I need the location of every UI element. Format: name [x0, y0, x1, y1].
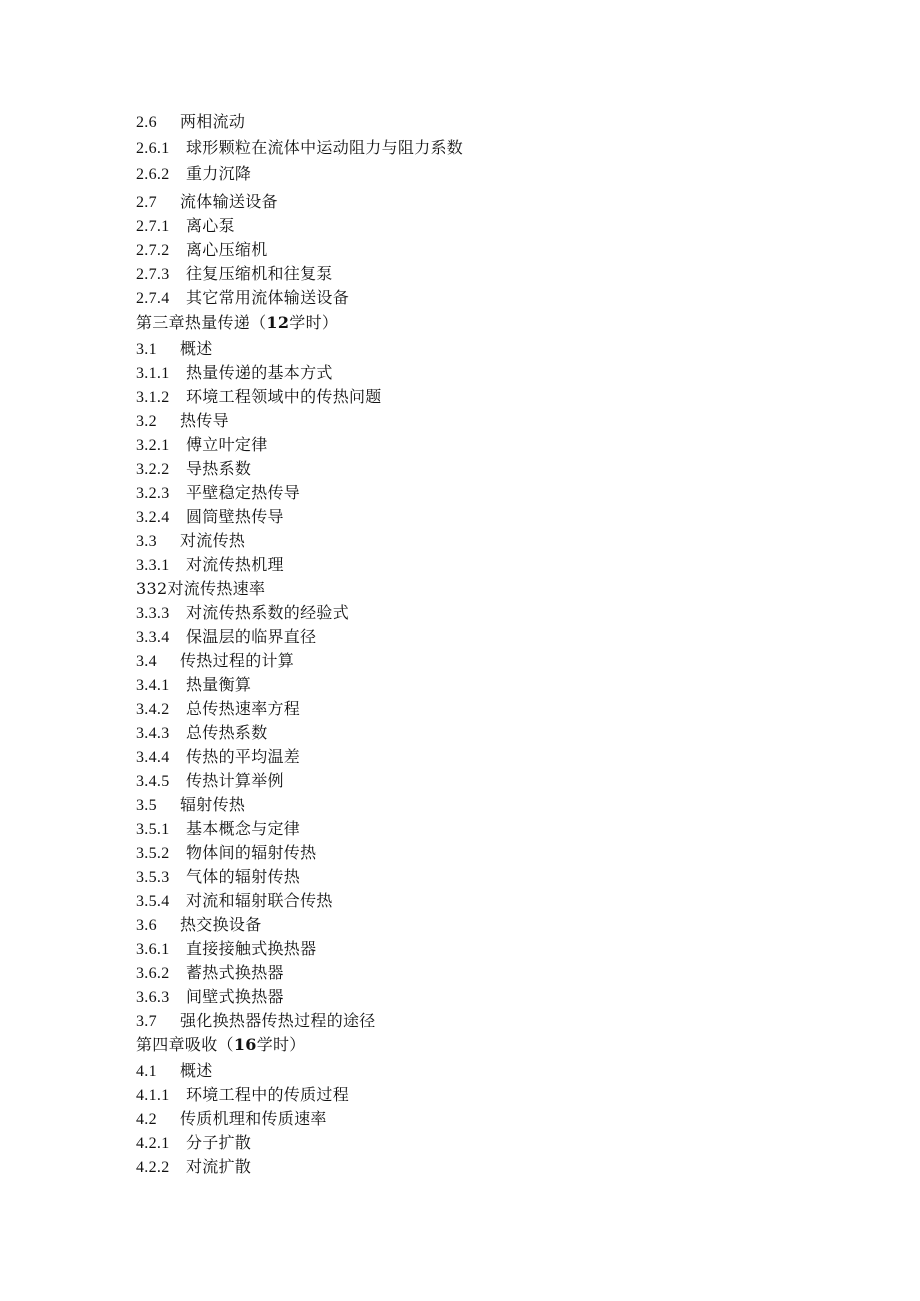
section-title: 离心压缩机 — [186, 240, 268, 259]
toc-line — [136, 602, 349, 624]
section-title: 其它常用流体输送设备 — [186, 288, 350, 307]
section-number: 2.6 — [136, 114, 157, 131]
section-number: 3.2 — [136, 413, 157, 430]
toc-line — [136, 386, 382, 408]
toc-line — [136, 554, 284, 576]
toc-line — [136, 1156, 251, 1178]
hours-count: 12 — [266, 313, 290, 332]
toc-line — [136, 866, 300, 888]
toc-line — [136, 137, 463, 159]
toc-line — [136, 578, 265, 600]
toc-line — [136, 986, 284, 1008]
heading-suffix: 学时） — [256, 1035, 306, 1054]
section-number: 4.2.2 — [136, 1159, 170, 1176]
toc-line — [136, 482, 300, 504]
section-title: 往复压缩机和往复泵 — [186, 264, 333, 283]
section-title: 球形颗粒在流体中运动阻力与阻力系数 — [186, 138, 464, 157]
section-title: 分子扩散 — [186, 1133, 252, 1152]
section-title: 导热系数 — [186, 459, 252, 478]
section-number: 3.4 — [136, 653, 157, 670]
section-title: 对流和辐射联合传热 — [186, 891, 333, 910]
toc-line — [136, 962, 284, 984]
section-title: 传热过程的计算 — [180, 651, 295, 670]
section-title: 蓄热式换热器 — [186, 963, 284, 982]
section-number: 3.3 — [136, 533, 157, 550]
section-number: 4.1 — [136, 1063, 157, 1080]
toc-line — [136, 626, 316, 648]
section-number: 4.2 — [136, 1111, 157, 1128]
toc-line — [136, 458, 251, 480]
section-title: 傅立叶定律 — [186, 435, 268, 454]
section-title: 传热的平均温差 — [186, 747, 301, 766]
section-number: 3.4.1 — [136, 677, 170, 694]
section-number: 2.7.3 — [136, 266, 170, 283]
section-title: 离心泵 — [186, 216, 235, 235]
toc-line — [136, 338, 213, 360]
section-title: 对流传热机理 — [186, 555, 284, 574]
toc-line — [136, 239, 268, 261]
section-title: 热量传递的基本方式 — [186, 363, 333, 382]
toc-line — [136, 818, 300, 840]
section-number: 3.5 — [136, 797, 157, 814]
toc-line — [136, 263, 333, 285]
section-number: 3.4.3 — [136, 725, 170, 742]
section-number: 3.6.3 — [136, 989, 170, 1006]
section-number: 3.4.2 — [136, 701, 170, 718]
section-title: 保温层的临界直径 — [186, 627, 317, 646]
section-title: 气体的辐射传热 — [186, 867, 301, 886]
section-title: 热交换设备 — [180, 915, 262, 934]
toc-line — [136, 530, 245, 552]
section-title: 概述 — [180, 339, 213, 358]
section-number: 3.6.1 — [136, 941, 170, 958]
toc-line — [136, 1034, 306, 1056]
toc-line — [136, 770, 284, 792]
section-number: 3.2.1 — [136, 437, 170, 454]
toc-line — [136, 722, 268, 744]
toc-line — [136, 287, 349, 309]
section-title: 强化换热器传热过程的途径 — [180, 1011, 376, 1030]
section-title: 总传热速率方程 — [186, 699, 301, 718]
toc-line — [136, 362, 333, 384]
section-title: 流体输送设备 — [180, 192, 278, 211]
section-number: 3.6 — [136, 917, 157, 934]
toc-line — [136, 410, 229, 432]
section-title: 对流传热系数的经验式 — [186, 603, 350, 622]
section-title: 传质机理和传质速率 — [180, 1109, 327, 1128]
section-number: 3.5.2 — [136, 845, 170, 862]
section-number: 2.7.1 — [136, 218, 170, 235]
heading-text: 第四章吸收（ — [136, 1035, 234, 1054]
section-title: 对流传热 — [180, 531, 246, 550]
toc-line — [136, 890, 333, 912]
section-number: 3.3.1 — [136, 557, 170, 574]
section-number: 3.2.3 — [136, 485, 170, 502]
section-number: 2.6.1 — [136, 140, 170, 157]
hours-count: 16 — [233, 1035, 257, 1054]
section-number: 3.6.2 — [136, 965, 170, 982]
toc-line — [136, 506, 284, 528]
section-title: 概述 — [180, 1061, 213, 1080]
section-number: 2.7.2 — [136, 242, 170, 259]
toc-line — [136, 163, 251, 185]
section-title: 直接接触式换热器 — [186, 939, 317, 958]
toc-line — [136, 1084, 349, 1106]
toc-line — [136, 674, 251, 696]
toc-line — [136, 842, 316, 864]
toc-line — [136, 914, 262, 936]
toc-line — [136, 1132, 251, 1154]
section-title: 传热计算举例 — [186, 771, 284, 790]
section-number: 3.2.4 — [136, 509, 170, 526]
section-number: 3.1.1 — [136, 365, 170, 382]
section-title: 重力沉降 — [186, 164, 252, 183]
section-title: 平壁稳定热传导 — [186, 483, 301, 502]
section-number: 3.1.2 — [136, 389, 170, 406]
section-title: 总传热系数 — [186, 723, 268, 742]
toc-line — [136, 1010, 376, 1032]
section-number: 3.1 — [136, 341, 157, 358]
section-number: 3.4.5 — [136, 773, 170, 790]
section-number: 2.6.2 — [136, 166, 170, 183]
section-title: 两相流动 — [180, 112, 246, 131]
table-of-contents — [136, 0, 836, 1301]
heading-text: 332对流传热速率 — [136, 579, 266, 598]
toc-line — [136, 1108, 327, 1130]
section-number: 3.7 — [136, 1013, 157, 1030]
toc-line — [136, 698, 300, 720]
section-title: 圆筒壁热传导 — [186, 507, 284, 526]
section-number: 2.7.4 — [136, 290, 170, 307]
toc-line — [136, 746, 300, 768]
section-number: 2.7 — [136, 194, 157, 211]
heading-suffix: 学时） — [289, 313, 339, 332]
section-title: 热量衡算 — [186, 675, 252, 694]
section-title: 基本概念与定律 — [186, 819, 301, 838]
section-number: 3.5.1 — [136, 821, 170, 838]
section-number: 4.2.1 — [136, 1135, 170, 1152]
section-title: 环境工程中的传质过程 — [186, 1085, 350, 1104]
section-number: 3.2.2 — [136, 461, 170, 478]
section-number: 3.5.4 — [136, 893, 170, 910]
toc-line — [136, 191, 278, 213]
section-number: 4.1.1 — [136, 1087, 170, 1104]
section-title: 对流扩散 — [186, 1157, 252, 1176]
toc-line — [136, 938, 316, 960]
toc-line — [136, 794, 245, 816]
section-title: 物体间的辐射传热 — [186, 843, 317, 862]
section-title: 热传导 — [180, 411, 229, 430]
section-title: 间壁式换热器 — [186, 987, 284, 1006]
toc-line — [136, 650, 294, 672]
toc-line — [136, 312, 338, 334]
section-title: 辐射传热 — [180, 795, 246, 814]
section-number: 3.4.4 — [136, 749, 170, 766]
toc-line — [136, 111, 245, 133]
section-title: 环境工程领域中的传热问题 — [186, 387, 382, 406]
heading-text: 第三章热量传递（ — [136, 313, 267, 332]
section-number: 3.5.3 — [136, 869, 170, 886]
section-number: 3.3.3 — [136, 605, 170, 622]
toc-line — [136, 434, 268, 456]
toc-line — [136, 215, 235, 237]
section-number: 3.3.4 — [136, 629, 170, 646]
toc-line — [136, 1060, 213, 1082]
